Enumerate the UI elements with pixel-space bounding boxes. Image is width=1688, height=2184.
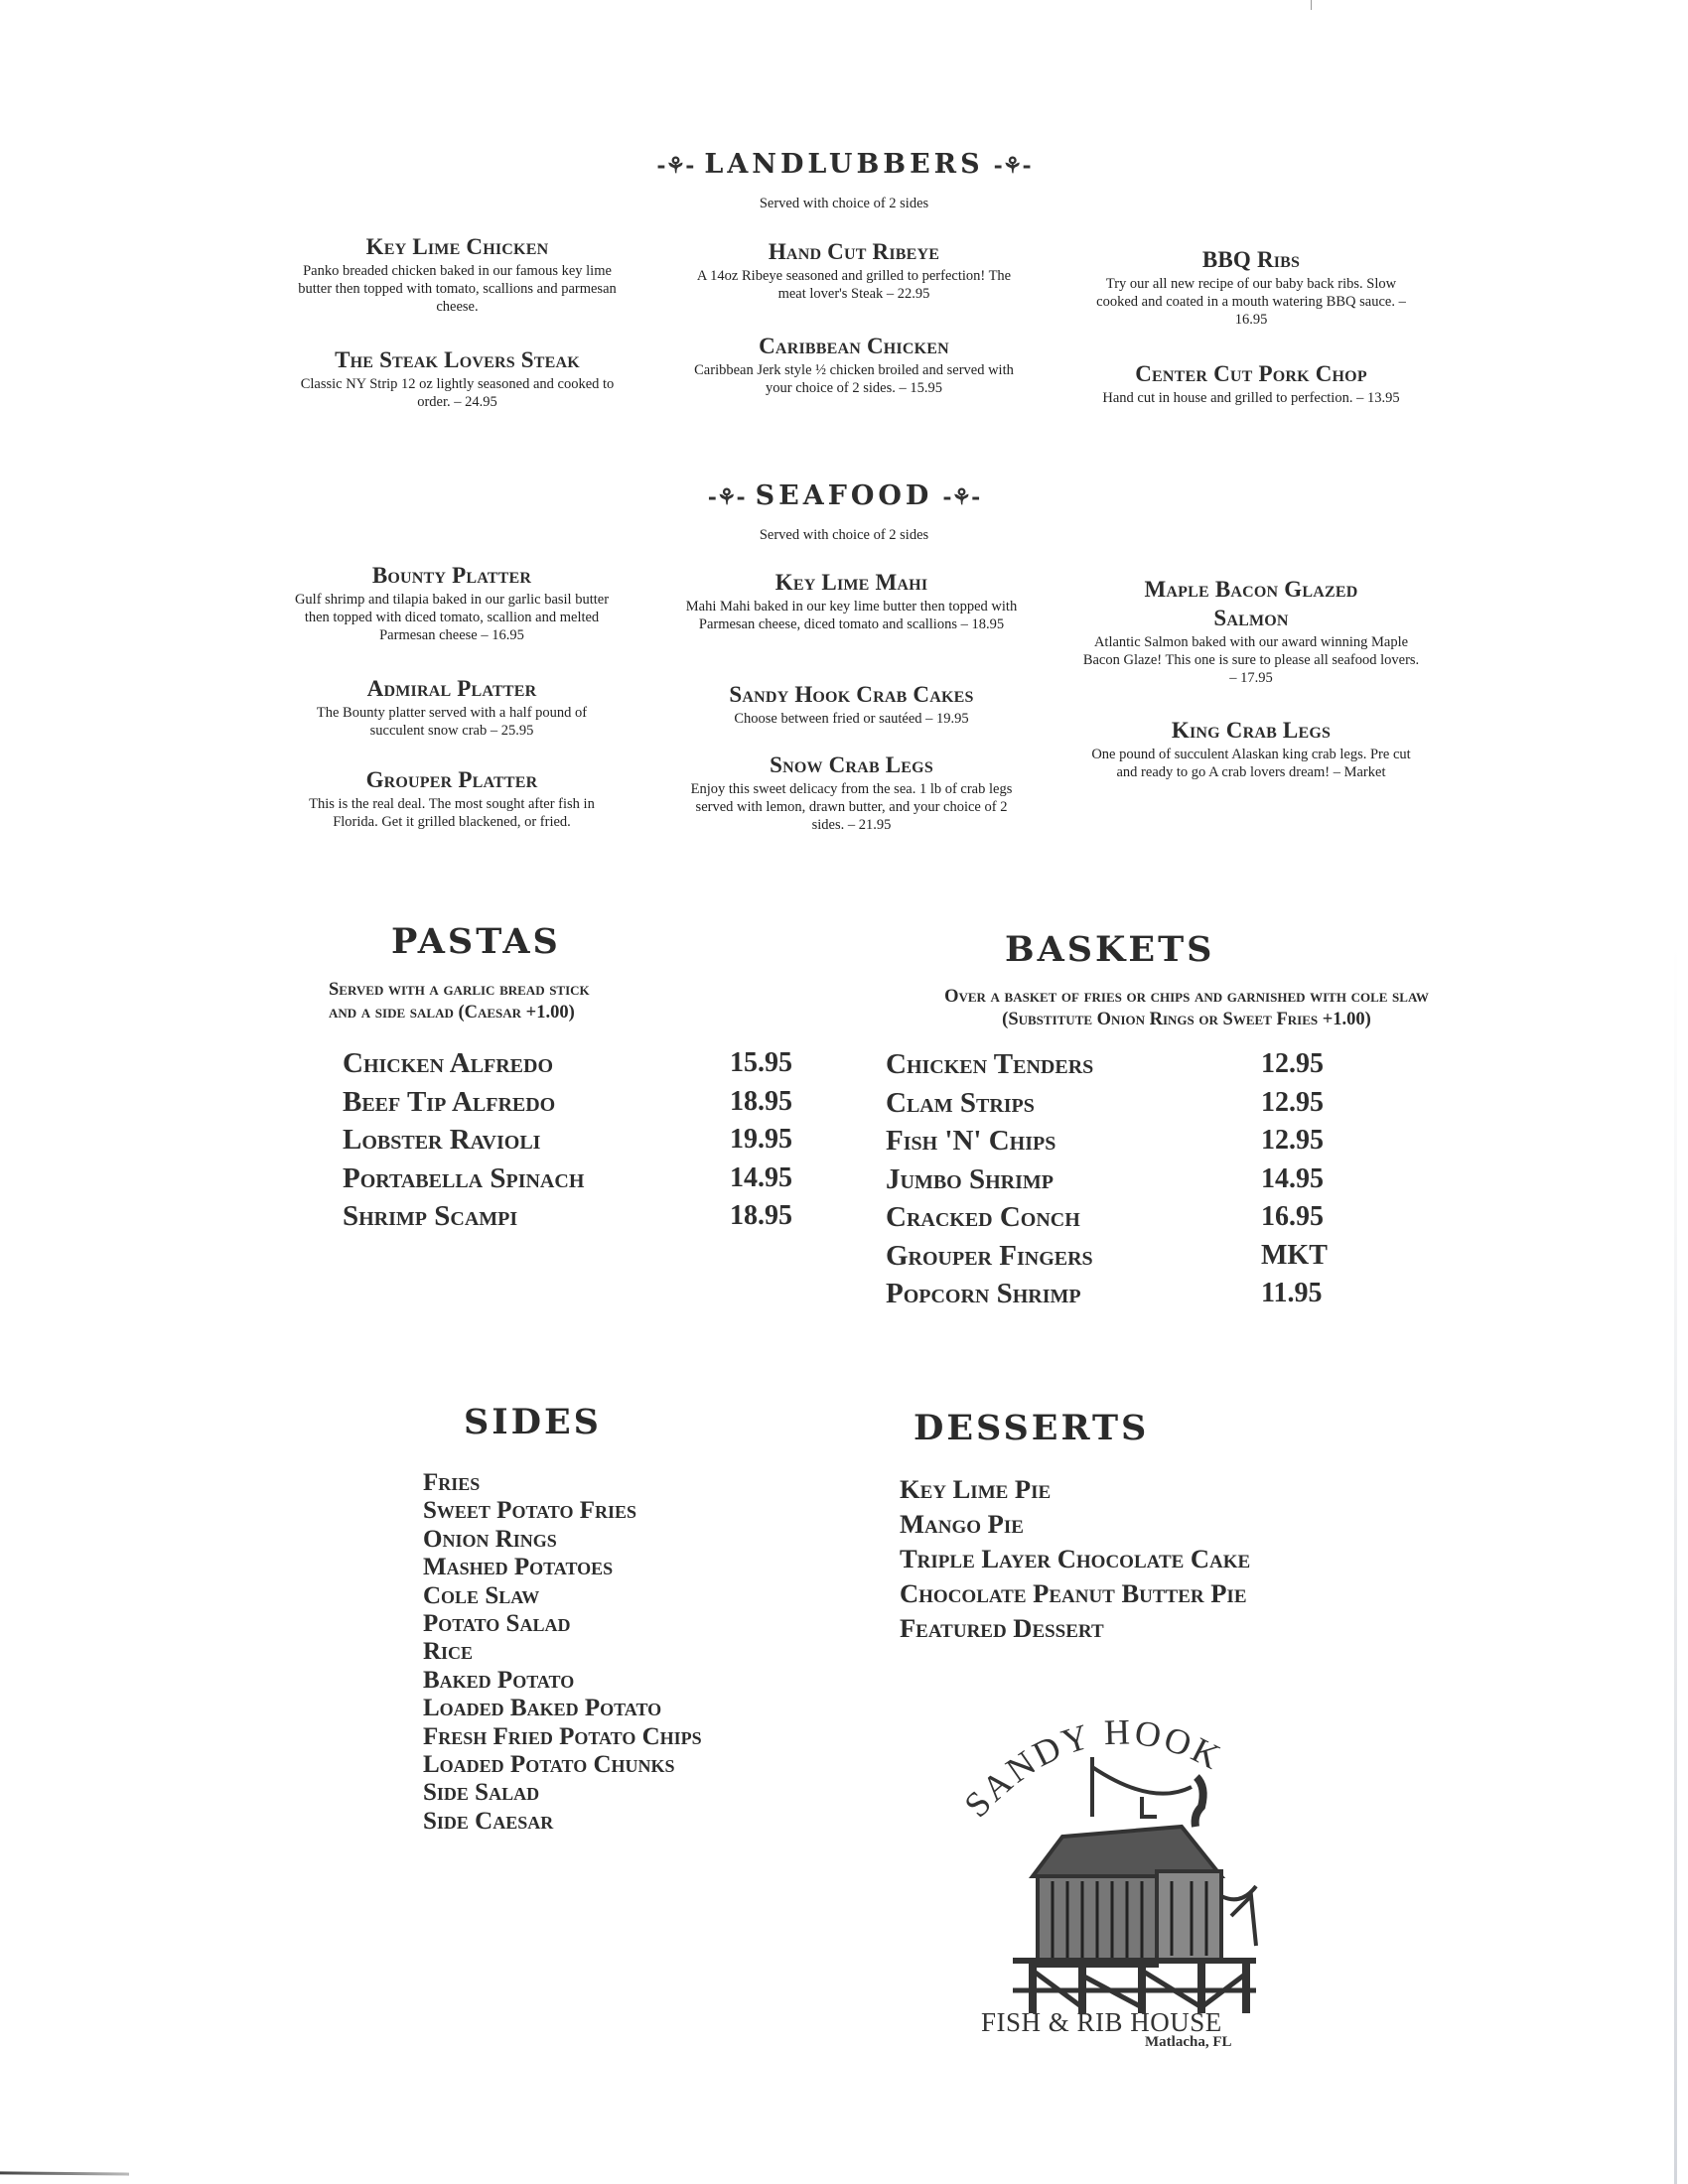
item-name: Center Cut Pork Chop bbox=[1135, 361, 1367, 386]
menu-item bbox=[288, 675, 616, 740]
list-item: Featured Dessert bbox=[900, 1613, 1104, 1643]
price-row bbox=[886, 1163, 1342, 1202]
item-name: Grouper Platter bbox=[365, 767, 538, 792]
item-name: Popcorn Shrimp bbox=[886, 1278, 1081, 1309]
item-name: Lobster Ravioli bbox=[343, 1124, 541, 1156]
menu-item bbox=[1087, 360, 1415, 407]
item-description: Enjoy this sweet delicacy from the sea. 1 lb of crab legs served with lemon, drawn butter, and your choice of 2 sides. – 21.95 bbox=[690, 780, 1013, 833]
item-price: 18.95 bbox=[730, 1085, 792, 1117]
flourish-right-icon: -⚘- bbox=[942, 483, 981, 510]
logo-location: Matlacha, FL bbox=[1145, 2034, 1232, 2050]
item-name: Key Lime Chicken bbox=[365, 234, 549, 259]
pastas-note-line-1: Served with a garlic bread stick bbox=[329, 980, 590, 1000]
list-item: Side Caesar bbox=[423, 1807, 554, 1835]
sides-title: SIDES bbox=[464, 1402, 602, 1442]
menu-item bbox=[1087, 246, 1415, 329]
baskets-title: BASKETS bbox=[1005, 929, 1215, 970]
pastas-note-line-2: and a side salad (Caesar +1.00) bbox=[329, 1003, 575, 1023]
scan-artifact-edge bbox=[1674, 943, 1677, 2184]
desserts-title: DESSERTS bbox=[914, 1408, 1150, 1448]
item-name: Key Lime Mahi bbox=[774, 570, 928, 595]
landlubbers-banner bbox=[0, 149, 1688, 180]
item-name: Fish 'N' Chips bbox=[886, 1125, 1056, 1157]
list-item: Rice bbox=[423, 1638, 474, 1666]
item-price: 18.95 bbox=[730, 1200, 792, 1231]
item-price: 19.95 bbox=[730, 1124, 792, 1155]
item-description: The Bounty platter served with a half pound of succulent snow crab – 25.95 bbox=[316, 704, 588, 739]
item-description: A 14oz Ribeye seasoned and grilled to perfection! The meat lover's Steak – 22.95 bbox=[696, 267, 1012, 302]
menu-item bbox=[1082, 717, 1420, 781]
item-description: Atlantic Salmon baked with our award winning Maple Bacon Glaze! This one is sure to please all seafood lovers. – 17.95 bbox=[1082, 633, 1420, 686]
flourish-left-icon: -⚘- bbox=[707, 483, 746, 510]
price-row bbox=[343, 1124, 799, 1162]
item-name: Shrimp Scampi bbox=[343, 1200, 518, 1232]
item-description: Classic NY Strip 12 oz lightly seasoned and cooked to order. – 24.95 bbox=[300, 375, 615, 410]
baskets-list bbox=[886, 1048, 1342, 1316]
list-item: Baked Potato bbox=[423, 1666, 575, 1694]
item-name: The Steak Lovers Steak bbox=[335, 347, 580, 372]
logo-arc-label: SANDY HOOK bbox=[956, 1711, 1229, 1826]
item-name: Chicken Tenders bbox=[886, 1048, 1094, 1080]
menu-item bbox=[1082, 576, 1420, 687]
list-item: Cole Slaw bbox=[423, 1581, 540, 1609]
item-price: 12.95 bbox=[1261, 1125, 1324, 1156]
list-item: Potato Salad bbox=[423, 1610, 571, 1638]
menu-item bbox=[690, 333, 1018, 397]
menu-item bbox=[685, 681, 1018, 728]
item-name: Caribbean Chicken bbox=[759, 334, 949, 358]
item-description: Mahi Mahi baked in our key lime butter then topped with Parmesan cheese, diced tomato and scallions – 18.95 bbox=[685, 598, 1018, 632]
menu-item bbox=[685, 751, 1018, 834]
item-description: Caribbean Jerk style ½ chicken broiled and served with your choice of 2 sides. – 15.95 bbox=[694, 361, 1014, 396]
item-name: Jumbo Shrimp bbox=[886, 1162, 1054, 1195]
list-item: Sweet Potato Fries bbox=[423, 1497, 636, 1525]
item-description: Hand cut in house and grilled to perfection. – 13.95 bbox=[1102, 389, 1400, 406]
seafood-served-note: Served with choice of 2 sides bbox=[759, 527, 929, 543]
item-description: One pound of succulent Alaskan king crab legs. Pre cut and ready to go A crab lovers dream! – Market bbox=[1091, 746, 1411, 780]
price-row bbox=[886, 1278, 1342, 1316]
seafood-title: SEAFOOD bbox=[755, 480, 933, 511]
scan-artifact-streak bbox=[0, 2171, 129, 2175]
item-name: Hand Cut Ribeye bbox=[768, 239, 940, 264]
landlubbers-title: LANDLUBBERS bbox=[704, 149, 984, 180]
list-item: Fresh Fried Potato Chips bbox=[423, 1722, 702, 1750]
list-item: Mango Pie bbox=[900, 1509, 1024, 1539]
price-row bbox=[343, 1162, 799, 1201]
fish-house-illustration-icon bbox=[993, 1747, 1261, 2015]
item-name: Grouper Fingers bbox=[886, 1239, 1093, 1272]
baskets-note-line-1: Over a basket of fries or chips and garnished with cole slaw bbox=[944, 987, 1429, 1007]
pastas-note bbox=[329, 979, 590, 1024]
item-description: Panko breaded chicken baked in our famous key lime butter then topped with tomato, scallions and parmesan cheese. bbox=[298, 262, 617, 315]
item-name: Beef Tip Alfredo bbox=[343, 1085, 556, 1118]
item-description: Choose between fried or sautéed – 19.95 bbox=[734, 710, 969, 727]
item-price: 15.95 bbox=[730, 1047, 792, 1078]
item-price: MKT bbox=[1261, 1239, 1328, 1271]
item-price: 12.95 bbox=[1261, 1048, 1324, 1079]
scan-artifact-tick bbox=[1311, 0, 1312, 10]
restaurant-logo bbox=[953, 1688, 1281, 2065]
list-item: Chocolate Peanut Butter Pie bbox=[900, 1578, 1247, 1608]
menu-item bbox=[690, 238, 1018, 303]
item-description: Try our all new recipe of our baby back ribs. Slow cooked and coated in a mouth watering BBQ sauce. – 16.95 bbox=[1096, 275, 1406, 328]
list-item: Loaded Baked Potato bbox=[423, 1695, 662, 1722]
item-name: Clam Strips bbox=[886, 1086, 1035, 1119]
seafood-banner bbox=[0, 480, 1688, 511]
logo-tagline: FISH & RIB HOUSE bbox=[981, 2007, 1222, 2037]
item-name: King Crab Legs bbox=[1171, 718, 1332, 743]
item-name: BBQ Ribs bbox=[1201, 247, 1301, 272]
menu-item bbox=[288, 766, 616, 831]
flourish-right-icon: -⚘- bbox=[993, 152, 1032, 179]
price-row bbox=[886, 1087, 1342, 1126]
price-row bbox=[343, 1047, 799, 1086]
item-name: Sandy Hook Crab Cakes bbox=[729, 682, 974, 707]
price-row bbox=[886, 1048, 1342, 1087]
pastas-title: PASTAS bbox=[391, 921, 561, 962]
sides-list bbox=[423, 1469, 702, 1836]
item-price: 14.95 bbox=[1261, 1162, 1324, 1194]
item-description: Gulf shrimp and tilapia baked in our garlic basil butter then topped with diced tomato, scallion and melted Parmesan cheese – 16.95 bbox=[294, 591, 610, 643]
menu-item bbox=[685, 569, 1018, 633]
list-item: Onion Rings bbox=[423, 1525, 557, 1553]
item-price: 14.95 bbox=[730, 1161, 792, 1193]
list-item: Mashed Potatoes bbox=[423, 1554, 614, 1581]
item-price: 11.95 bbox=[1261, 1278, 1323, 1308]
flourish-left-icon: -⚘- bbox=[656, 152, 695, 179]
menu-item bbox=[288, 562, 616, 644]
pastas-list bbox=[343, 1047, 799, 1239]
price-row bbox=[343, 1200, 799, 1239]
baskets-note bbox=[834, 986, 1539, 1031]
baskets-note-line-2: (Substitute Onion Rings or Sweet Fries +1.00) bbox=[1002, 1010, 1371, 1029]
landlubbers-served-note: Served with choice of 2 sides bbox=[759, 196, 929, 211]
item-name: Bounty Platter bbox=[371, 563, 532, 588]
item-name: Cracked Conch bbox=[886, 1201, 1080, 1233]
item-name: Portabella Spinach bbox=[343, 1161, 585, 1194]
menu-item bbox=[296, 233, 619, 316]
list-item: Triple Layer Chocolate Cake bbox=[900, 1544, 1251, 1573]
item-name: Chicken Alfredo bbox=[343, 1047, 553, 1079]
price-row bbox=[886, 1125, 1342, 1163]
price-row bbox=[343, 1086, 799, 1125]
item-name: Snow Crab Legs bbox=[770, 752, 933, 777]
price-row bbox=[886, 1240, 1342, 1279]
price-row bbox=[886, 1201, 1342, 1240]
list-item: Loaded Potato Chunks bbox=[423, 1751, 675, 1779]
desserts-list bbox=[900, 1472, 1250, 1646]
item-price: 12.95 bbox=[1261, 1086, 1324, 1118]
menu-item bbox=[296, 346, 619, 411]
item-description: This is the real deal. The most sought after fish in Florida. Get it grilled blackened, or fried. bbox=[309, 795, 595, 830]
item-price: 16.95 bbox=[1261, 1201, 1324, 1232]
item-name: Admiral Platter bbox=[366, 676, 537, 701]
item-name: Maple Bacon Glazed Salmon bbox=[1144, 577, 1358, 630]
list-item: Key Lime Pie bbox=[900, 1474, 1052, 1504]
list-item: Side Salad bbox=[423, 1779, 540, 1807]
list-item: Fries bbox=[423, 1469, 481, 1496]
